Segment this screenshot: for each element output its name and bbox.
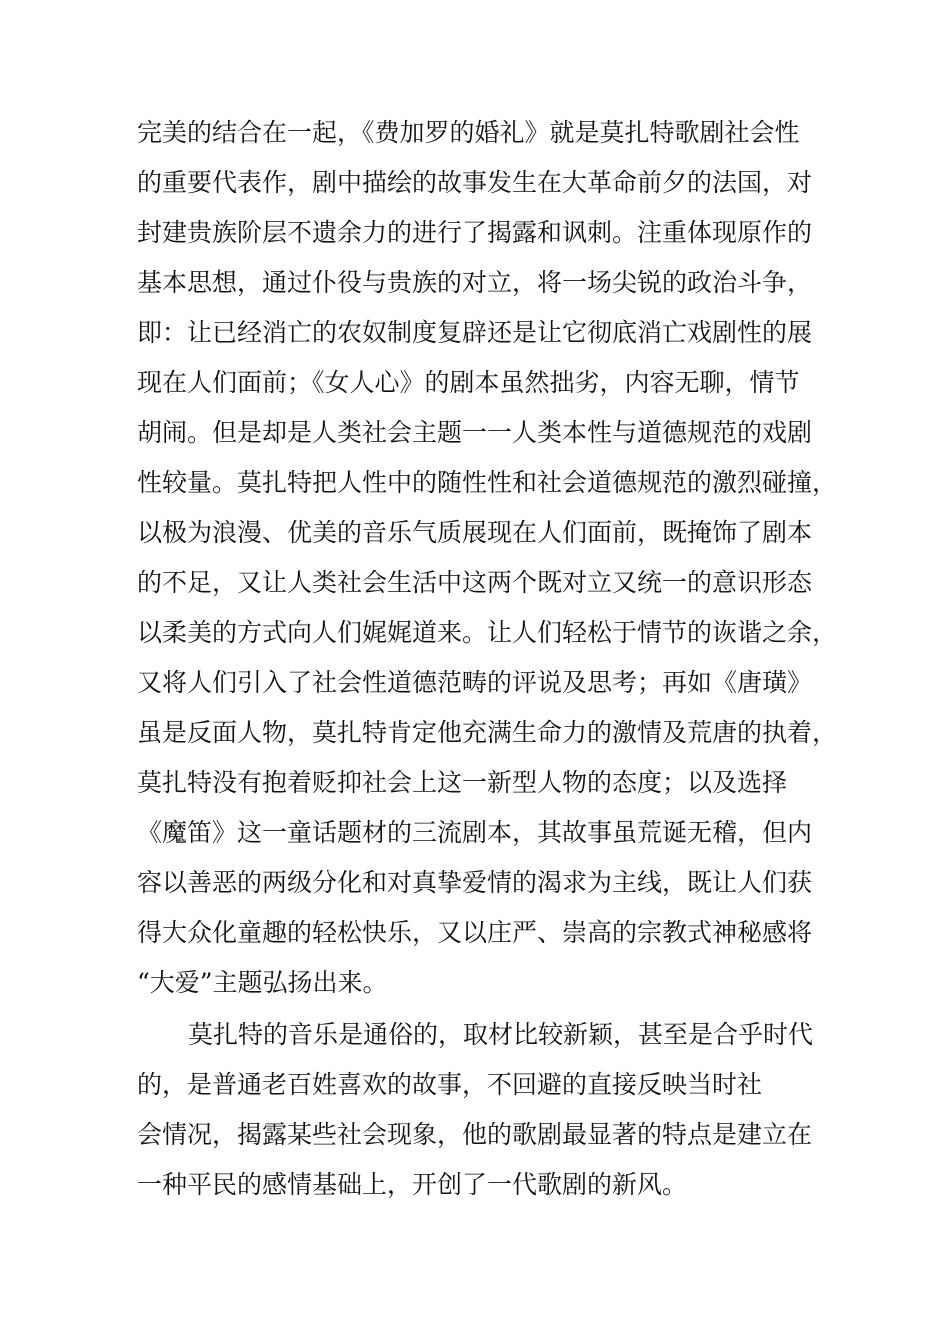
text-line: 的，是普通老百姓喜欢的故事，不回避的直接反映当时社 (137, 1070, 763, 1099)
text-line: 以柔美的方式向人们娓娓道来。让人们轻松于情节的诙谐之余， (137, 618, 838, 647)
text-line: 以极为浪漫、优美的音乐气质展现在人们面前，既掩饰了剧本 (137, 518, 813, 547)
text-line: 的不足，又让人类社会生活中这两个既对立又统一的意识形态 (137, 568, 813, 597)
text-line: “大爱”主题弘扬出来。 (137, 968, 388, 997)
text-line: 一种平民的感情基础上，开创了一代歌剧的新风。 (137, 1170, 688, 1199)
text-line: 即：让已经消亡的农奴制度复辟还是让它彻底消亡戏剧性的展 (137, 318, 813, 347)
text-line: 得大众化童趣的轻松快乐，又以庄严、崇高的宗教式神秘感将 (137, 918, 813, 947)
text-line: 《魔笛》这一童话题材的三流剧本，其故事虽荒诞无稽，但内 (137, 818, 813, 847)
text-line: 现在人们面前；《女人心》的剧本虽然拙劣，内容无聊，情节 (137, 368, 800, 397)
text-line: 的重要代表作，剧中描绘的故事发生在大革命前夕的法国，对 (137, 168, 813, 197)
text-line: 完美的结合在一起，《费加罗的婚礼》就是莫扎特歌剧社会性 (137, 118, 800, 147)
text-line: 会情况，揭露某些社会现象，他的歌剧最显著的特点是建立在 (137, 1120, 813, 1149)
text-line: 虽是反面人物，莫扎特肯定他充满生命力的激情及荒唐的执着， (137, 718, 838, 747)
text-line: 莫扎特没有抱着贬抑社会上这一新型人物的态度；以及选择 (137, 768, 788, 797)
paragraph-start-line: 莫扎特的音乐是通俗的，取材比较新颖，甚至是合乎时代 (188, 1020, 814, 1049)
text-line: 基本思想，通过仆役与贵族的对立，将一场尖锐的政治斗争， (137, 268, 813, 297)
text-line: 又将人们引入了社会性道德范畴的评说及思考；再如《唐璜》 (137, 668, 813, 697)
text-line: 性较量。莫扎特把人性中的随性性和社会道德规范的激烈碰撞， (137, 468, 838, 497)
text-line: 胡闹。但是却是人类社会主题一一人类本性与道德规范的戏剧 (137, 418, 813, 447)
text-line: 封建贵族阶层不遗余力的进行了揭露和讽刺。注重体现原作的 (137, 218, 813, 247)
text-line: 容以善恶的两级分化和对真挚爱情的渴求为主线，既让人们获 (137, 868, 813, 897)
